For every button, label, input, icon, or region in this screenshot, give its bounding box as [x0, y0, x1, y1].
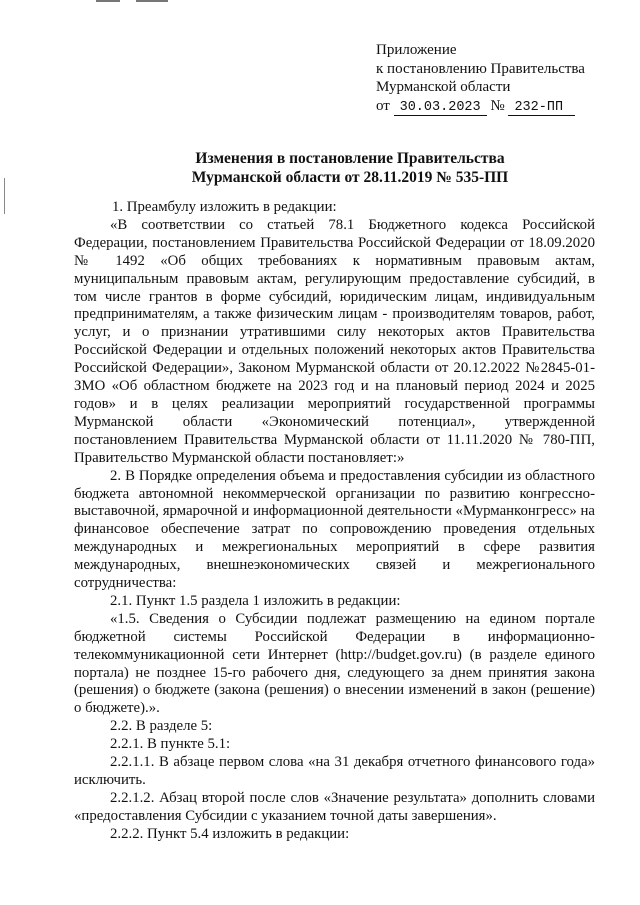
paragraph-item-2-1: 2.1. Пункт 1.5 раздела 1 изложить в редакции:	[110, 592, 401, 609]
paragraph-item-2-2-1-2: 2.2.1.2. Абзац второй после слов «Значение результата» дополнить словами «предоставления Субсидии с указанием точной даты завершения».	[74, 789, 595, 824]
document-title	[120, 149, 580, 187]
paragraph-preamble-item: 1. Преамбулу изложить в редакции:	[112, 199, 337, 215]
paragraph-item-2-2-1: 2.2.1. В пункте 5.1:	[110, 736, 231, 753]
appendix-line-region: Мурманской области	[376, 79, 511, 95]
document-body	[74, 199, 595, 844]
from-label: от	[376, 97, 390, 114]
resolution-number: 232-ПП	[508, 100, 575, 116]
paragraph-item-2-2-1-1: 2.2.1.1. В абзаце первом слова «на 31 декабря отчетного финансового года» исключить.	[74, 754, 595, 788]
paragraph-item-1-5-text: «1.5. Сведения о Субсидии подлежат размещению на едином портале бюджетной системы Российской Федерации в информационно-телекоммуникационной сети Интернет (http://budget.gov.ru) (в разделе единого портала) не позднее 15-го рабочего дня, следующего за днем принятия закона (решения) о бюджете (закона (решения) о внесении изменений в закон (решение) о бюджете).».	[74, 610, 595, 717]
resolution-date: 30.03.2023	[394, 100, 487, 116]
paragraph-item-2: 2. В Порядке определения объема и предоставления субсидии из областного бюджета автономной некоммерческой организации по развитию конгрессно-выставочной, ярмарочной и информационной деятельности «Мурманконгресс» на финансовое обеспечение затрат по сопровождению проведения отдельных международных и межрегиональных мероприятий в сфере развития международных, внешнеэкономических связей и межрегионального сотрудничества:	[74, 467, 595, 592]
scan-edge-marks	[96, 0, 176, 4]
appendix-block	[376, 41, 585, 116]
appendix-heading: Приложение	[376, 42, 457, 58]
appendix-line-resolution: к постановлению Правительства	[376, 60, 585, 77]
paragraph-preamble-text: «В соответствии со статьей 78.1 Бюджетного кодекса Российской Федерации, постановлением Правительства Российской Федерации от 18.09.2020 № 1492 «Об общих требованиях к нормативным правовым актам, муниципальным правовым актам, регулирующим предоставление субсидий, в том числе грантов в форме субсидий, юридическим лицам, индивидуальным предпринимателям, а также физическим лицам - производителям товаров, работ, услуг, и о признании утратившими силу некоторых актов Правительства Российской Федерации и отдельных положений некоторых актов Правительства Российской Федерации», Законом Мурманской области от 20.12.2022 №2845-01-ЗМО «Об областном бюджете на 2023 год и на плановый период 2024 и 2025 годов» и в целях реализации мероприятий государственной программы Мурманской области «Экономический потенциал», утвержденной постановлением Правительства Мурманской области от 11.11.2020 № 780-ПП, Правительство Мурманской области постановляет:»	[74, 216, 595, 466]
paragraph-item-2-2: 2.2. В разделе 5:	[110, 718, 213, 735]
scan-margin-mark	[4, 178, 5, 214]
title-line-2: Мурманской области от 28.11.2019 № 535-ПП	[191, 169, 509, 186]
appendix-date-line	[376, 97, 585, 116]
paragraph-item-2-2-2: 2.2.2. Пункт 5.4 изложить в редакции:	[110, 825, 350, 842]
title-line-1: Изменения в постановление Правительства	[195, 150, 505, 167]
number-label: №	[490, 97, 505, 114]
